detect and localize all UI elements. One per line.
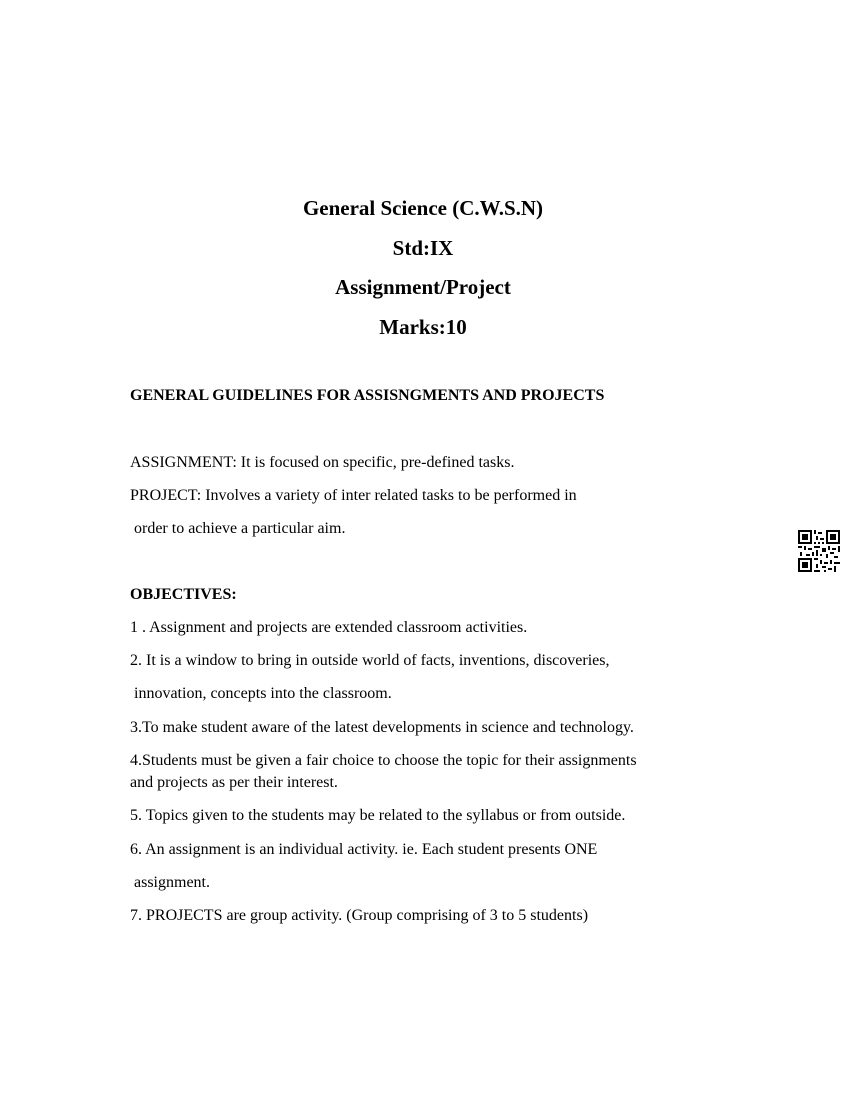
objective-item-3: 3.To make student aware of the latest developments in science and technology. [130, 719, 634, 736]
project-definition-line1: PROJECT: Involves a variety of inter related tasks to be performed in [130, 487, 577, 504]
project-definition-line2: order to achieve a particular aim. [134, 520, 346, 537]
assignment-definition: ASSIGNMENT: It is focused on specific, pre-defined tasks. [130, 454, 515, 471]
qr-code-icon[interactable] [798, 530, 840, 572]
standard-title: Std:IX [392, 236, 454, 260]
objective-item-2-line2: innovation, concepts into the classroom. [134, 685, 392, 702]
objective-item-1: 1 . Assignment and projects are extended classroom activities. [130, 619, 528, 636]
objective-item-5: 5. Topics given to the students may be related to the syllabus or from outside. [130, 807, 626, 824]
subject-title: General Science (C.W.S.N) [302, 196, 544, 220]
type-title: Assignment/Project [335, 275, 511, 299]
objectives-heading: OBJECTIVES: [130, 586, 237, 603]
objective-item-4-line2: and projects as per their interest. [130, 774, 338, 791]
objective-item-6-line2: assignment. [134, 874, 210, 891]
objective-item-7: 7. PROJECTS are group activity. (Group comprising of 3 to 5 students) [130, 907, 589, 924]
marks-title: Marks:10 [379, 315, 467, 339]
guidelines-heading: GENERAL GUIDELINES FOR ASSISNGMENTS AND PROJECTS [130, 387, 605, 404]
objective-item-6-line1: 6. An assignment is an individual activity. ie. Each student presents ONE [130, 841, 598, 858]
objective-item-2-line1: 2. It is a window to bring in outside world of facts, inventions, discoveries, [130, 652, 610, 669]
objective-item-4-line1: 4.Students must be given a fair choice to choose the topic for their assignments [130, 752, 637, 769]
